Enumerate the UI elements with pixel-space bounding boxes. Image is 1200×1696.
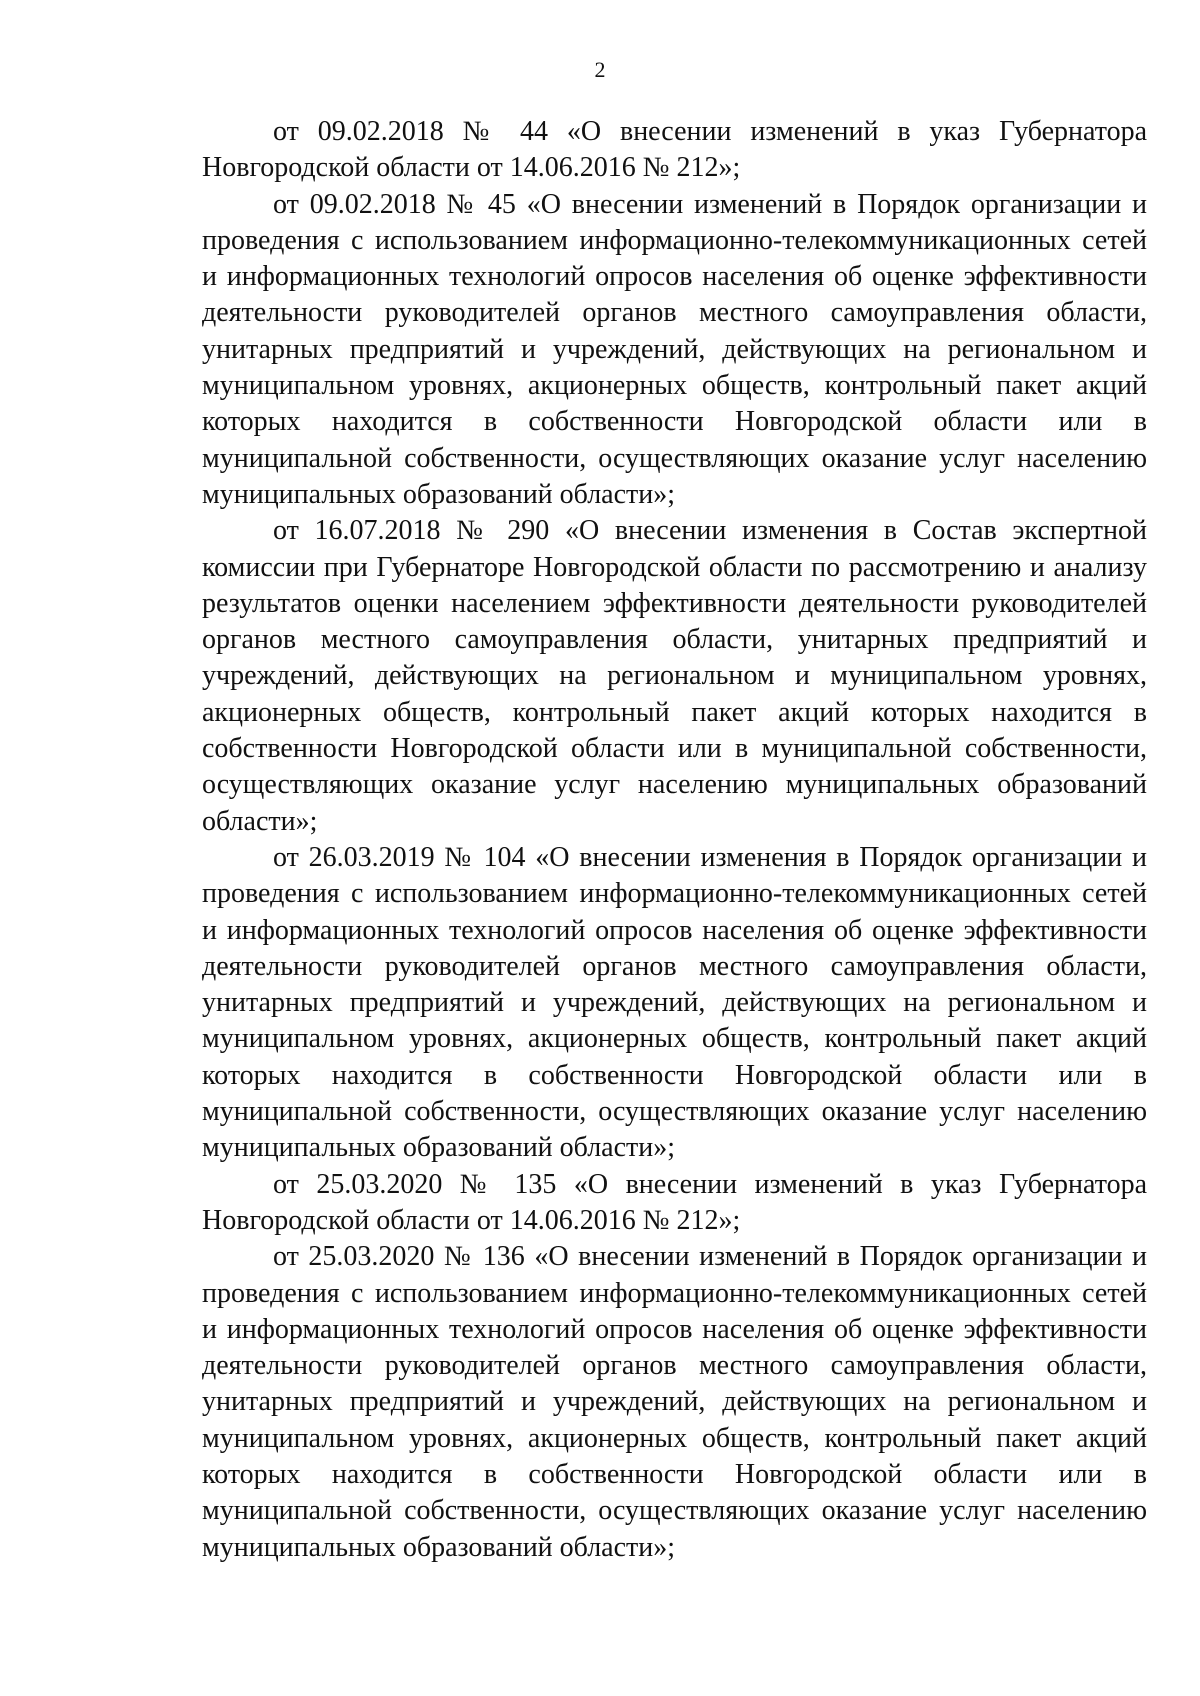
page-number: 2: [594, 57, 606, 82]
paragraph-decree-104: от 26.03.2019 № 104 «О внесении изменения в Порядок организации и проведения с использованием информационно-телекоммуникационных сетей и информационных технологий опросов населения об оценке эффективности деятельности руководителей органов местного самоуправления области, унитарных предприятий и учреждений, действующих на региональном и муниципальном уровнях, акционерных обществ, контрольный пакет акций которых находится в собственности Новгородской области или в муниципальной собственности, осуществляющих оказание услуг населению муниципальных образований области»;: [202, 841, 1147, 1164]
paragraph-decree-290: от 16.07.2018 № 290 «О внесении изменения в Состав экспертной комиссии при Губернаторе Новгородской области по рассмотрению и анализу результатов оценки населением эффективности деятельности руководителей органов местного самоуправления области, унитарных предприятий и учреждений, действующих на региональном и муниципальном уровнях, акционерных обществ, контрольный пакет акций которых находится в собственности Новгородской области или в муниципальной собственности, осуществляющих оказание услуг населению муниципальных образований области»;: [202, 515, 1147, 837]
paragraph-decree-45: от 09.02.2018 № 45 «О внесении изменений в Порядок организации и проведения с использованием информационно-телекоммуникационных сетей и информационных технологий опросов населения об оценке эффективности деятельности руководителей органов местного самоуправления области, унитарных предприятий и учреждений, действующих на региональном и муниципальном уровнях, акционерных обществ, контрольный пакет акций которых находится в собственности Новгородской области или в муниципальной собственности, осуществляющих оказание услуг населению муниципальных образований области»;: [202, 188, 1147, 510]
document-body: [202, 114, 1147, 1566]
paragraph-decree-136: от 25.03.2020 № 136 «О внесении изменений в Порядок организации и проведения с использованием информационно-телекоммуникационных сетей и информационных технологий опросов населения об оценке эффективности деятельности руководителей органов местного самоуправления области, унитарных предприятий и учреждений, действующих на региональном и муниципальном уровнях, акционерных обществ, контрольный пакет акций которых находится в собственности Новгородской области или в муниципальной собственности, осуществляющих оказание услуг населению муниципальных образований области»;: [202, 1241, 1147, 1563]
paragraph-decree-135: от 25.03.2020 № 135 «О внесении изменений в указ Губернатора Новгородской области от 14.06.2016 № 212»;: [202, 1168, 1147, 1236]
paragraph-decree-44: от 09.02.2018 № 44 «О внесении изменений в указ Губернатора Новгородской области от 14.06.2016 № 212»;: [202, 116, 1147, 184]
